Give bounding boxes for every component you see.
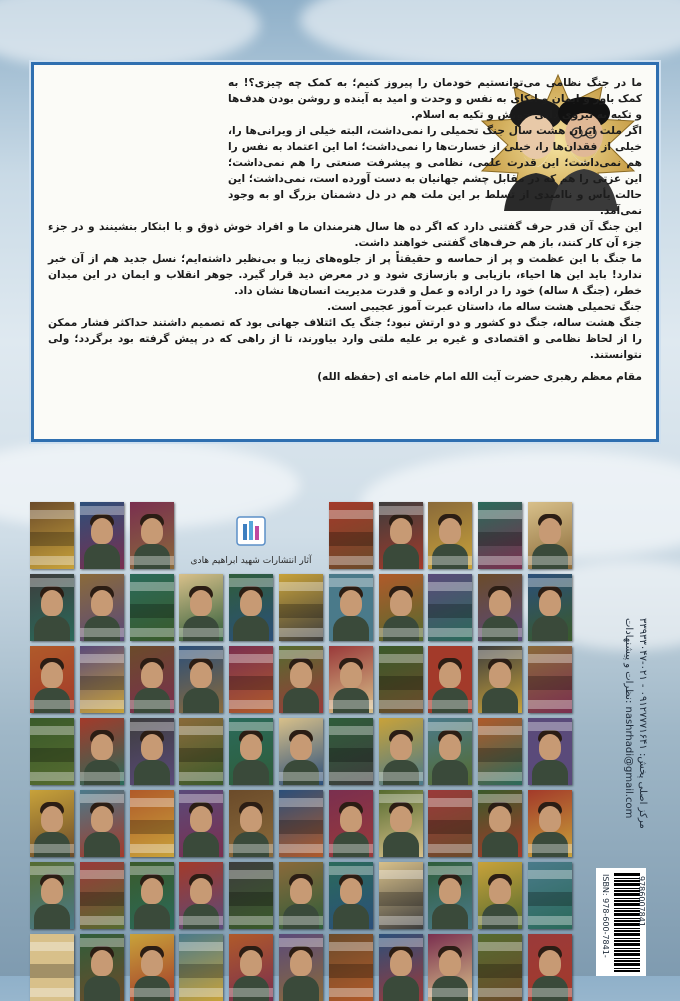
quote-text <box>48 75 642 385</box>
book-cover <box>478 574 522 641</box>
book-cover <box>428 646 472 713</box>
book-cover <box>379 934 423 1001</box>
book-cover <box>179 718 223 785</box>
book-cover <box>329 934 373 1001</box>
book-cover <box>379 574 423 641</box>
feedback-info: نظرات و پیشنهادات: nashrhadi@gmail.com <box>623 618 634 819</box>
book-cover <box>229 646 273 713</box>
distribution-info: مرکز اصلی پخش: ۰۹۱۲۷۷۷۱۶۴۱ - ۰۲۱-۳۳۹۳۳۰۴۷ <box>637 618 648 829</box>
quote-paragraph: ما جنگ با این عظمت و پر از حماسه و حقیقتاً پر از جلوه‌های زیبا و بی‌نظیر داشته‌ایم؛ نسل جدید هم از آن خبر ندارد! باید این ها احیاء، بازیابی و بازسازی شود و در معرض دید قرار گیرد. جوهر انقلاب و ایمان در این میدان خطر، (جنگ ۸ ساله) خود را در اراده و عمل و قدرت مدیریت انسان‌ها نشان داد. <box>48 253 642 297</box>
book-cover <box>379 502 423 569</box>
book-cover <box>229 934 273 1001</box>
book-cover <box>130 862 174 929</box>
book-cover <box>229 574 273 641</box>
book-cover <box>329 502 373 569</box>
book-cover <box>478 862 522 929</box>
publisher-logo-block <box>180 508 322 574</box>
book-cover <box>528 934 572 1001</box>
book-cover <box>329 718 373 785</box>
book-cover <box>229 862 273 929</box>
book-cover <box>130 790 174 857</box>
book-cover <box>30 574 74 641</box>
book-cover <box>30 646 74 713</box>
book-cover <box>130 934 174 1001</box>
book-cover <box>179 862 223 929</box>
barcode-digits: 9786007841 <box>637 876 646 927</box>
book-cover <box>179 646 223 713</box>
back-cover-info <box>598 618 658 868</box>
book-cover <box>179 934 223 1001</box>
book-cover <box>279 574 323 641</box>
quote-signature: مقام معظم رهبری حضرت آیت الله امام خامنه ای (حفظه الله) <box>317 371 642 383</box>
book-cover <box>279 934 323 1001</box>
book-cover <box>478 934 522 1001</box>
book-cover <box>329 790 373 857</box>
book-cover <box>428 718 472 785</box>
book-cover <box>428 934 472 1001</box>
book-cover <box>30 934 74 1001</box>
book-cover <box>80 934 124 1001</box>
book-cover <box>279 646 323 713</box>
book-cover <box>80 862 124 929</box>
book-cover <box>130 574 174 641</box>
book-cover <box>528 502 572 569</box>
book-cover <box>428 502 472 569</box>
book-cover <box>478 502 522 569</box>
quote-paragraph: ما در جنگ نظامی می‌توانستیم خودمان را پیروز کنیم؛ به کمک چه چیزی؟! به کمک باور و ایمان و اتکای به نفس و وحدت و امید به آینده و روشن بودن هدف‌ها و تکیه به نیروی ذاتی خویش و تکیه به اسلام. <box>228 77 642 121</box>
book-cover <box>229 790 273 857</box>
quote-paragraph: این جنگ آن قدر حرف گفتنی دارد که اگر ده ها سال هنرمندان ما و افراد خوش ذوق و با ابتکار بنشینند و در جزء جزء آن کار کنند، باز هم حرف‌های گفتنی خواهند داشت. <box>48 221 642 249</box>
book-cover <box>528 574 572 641</box>
book-cover <box>80 718 124 785</box>
quote-panel <box>31 62 659 442</box>
isbn-barcode <box>596 868 646 976</box>
book-cover <box>329 862 373 929</box>
publisher-logo-icon <box>236 516 266 546</box>
book-cover <box>528 790 572 857</box>
book-cover <box>528 646 572 713</box>
book-cover <box>329 574 373 641</box>
book-cover <box>130 718 174 785</box>
book-cover <box>30 718 74 785</box>
book-cover <box>80 502 124 569</box>
book-cover <box>279 718 323 785</box>
book-cover <box>80 646 124 713</box>
book-cover <box>428 790 472 857</box>
book-cover <box>279 862 323 929</box>
book-cover <box>130 646 174 713</box>
book-cover <box>80 790 124 857</box>
publisher-name: آثار انتشارات شهید ابراهیم هادی <box>190 556 312 566</box>
book-cover <box>30 862 74 929</box>
book-cover <box>478 646 522 713</box>
book-cover <box>528 862 572 929</box>
book-cover <box>428 862 472 929</box>
book-cover <box>379 718 423 785</box>
book-cover <box>179 574 223 641</box>
quote-paragraph: جنگ تحمیلی هشت ساله ما، داستان عبرت آموز عجیبی است. <box>327 301 642 313</box>
book-cover <box>329 646 373 713</box>
book-cover <box>179 790 223 857</box>
book-cover <box>428 574 472 641</box>
book-cover <box>130 502 174 569</box>
book-cover <box>30 502 74 569</box>
quote-paragraph: اگر ملت ایران هشت سال جنگ تحمیلی را نمی‌داشت، البته خیلی از ویرانی‌ها را، خیلی از فقدان‌ها را، خیلی از خسارت‌ها را نمی‌داشت؛ اما این اعتماد به نفس را هم نمی‌داشت؛ این قدرت علمی، نظامی و پیشرفت صنعتی را هم نمی‌داشت؛ این عزتی را هم که در مقابل چشم جهانیان به دست آورده است، نمی‌داشت؛ این حالت یأس و ناامیدی از تسلط بر این ملت هم در دل دشمنان بزرگ او به وجود نمی‌آمد. <box>228 125 642 217</box>
book-cover <box>279 790 323 857</box>
book-cover <box>478 718 522 785</box>
book-cover <box>379 790 423 857</box>
book-cover <box>379 862 423 929</box>
isbn-text: ISBN: 978-600-7841- <box>601 874 610 958</box>
book-cover <box>478 790 522 857</box>
book-cover <box>379 646 423 713</box>
book-cover <box>229 718 273 785</box>
book-cover <box>30 790 74 857</box>
book-cover <box>528 718 572 785</box>
quote-paragraph: جنگ هشت ساله، جنگ دو کشور و دو ارتش نبود؛ جنگ یک ائتلاف جهانی بود که تصمیم داشتند حداکثر فشار ممکن را از لحاظ نظامی و اقتصادی و غیره بر علیه ملتی وارد بیاورند، تا از راهی که در پیش گرفته بود برگردد؛ ولی نتوانستند. <box>48 317 642 361</box>
book-cover <box>80 574 124 641</box>
